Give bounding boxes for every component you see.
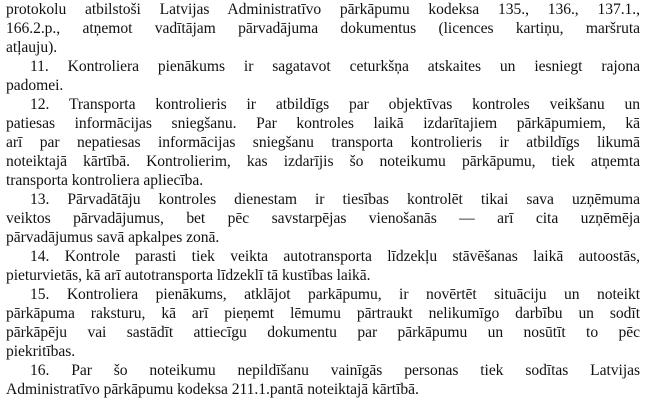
paragraph-13-line-3: pārvadājumus savā apkalpes zonā. <box>6 229 220 246</box>
paragraph-16-line-2: Administratīvo pārkāpumu kodeksa 211.1.pantā noteiktajā kārtībā. <box>6 381 419 398</box>
paragraph-12-line-3: arī par nepatiesas informācijas sniegšanu transporta kontrolieris ir atbildīgs likumā <box>6 134 640 151</box>
paragraph-12-line-5: transporta kontroliera apliecība. <box>6 172 204 189</box>
paragraph-13-line-1: 13. Pārvadātāju kontroles dienestam ir tiesības kontrolēt tikai sava uzņēmuma <box>30 191 640 208</box>
paragraph-16-line-1: 16. Par šo noteikumu nepildīšanu vainīgās personas tiek sodītas Latvijas <box>30 362 640 379</box>
paragraph-14-line-2: pieturvietās, kā arī autotransporta līdzeklī tā kustības laikā. <box>6 267 371 284</box>
paragraph-15-line-2: pārkāpuma raksturu, kā arī pieņemt lēmumu pārtraukt nelikumīgo darbību un sodīt <box>6 305 640 322</box>
text-line-1: protokolu atbilstoši Latvijas Administratīvo pārkāpumu kodeksa 135., 136., 137.1., <box>6 1 640 18</box>
paragraph-12-line-4: noteiktajā kārtībā. Kontrolierim, kas izdarījis šo noteikumu pārkāpumu, tiek atņemta <box>6 153 640 170</box>
paragraph-15-line-4: piekritības. <box>6 343 76 360</box>
paragraph-11-line-2: padomei. <box>6 77 64 94</box>
paragraph-13-line-2: veiktos pārvadājumus, bet pēc savstarpējas vienošanās — arī cita uzņēmēja <box>6 210 640 227</box>
paragraph-15-line-3: pārkāpēju vai sastādīt attiecīgu dokumentu par pārkāpumu un nosūtīt to pēc <box>6 324 640 341</box>
paragraph-12-line-1: 12. Transporta kontrolieris ir atbildīgs par objektīvas kontroles veikšanu un <box>30 96 640 113</box>
paragraph-15-line-1: 15. Kontroliera pienākums, atklājot parkāpumu, ir novērtēt situāciju un noteikt <box>30 286 640 303</box>
paragraph-14-line-1: 14. Kontrole parasti tiek veikta autotransporta līdzekļu stāvēšanas laikā autoostās, <box>30 248 640 265</box>
paragraph-11-line-1: 11. Kontroliera pienākums ir sagatavot ceturkšņa atskaites un iesniegt rajona <box>30 58 640 75</box>
text-line-3: atļauju). <box>6 39 58 56</box>
paragraph-12-line-2: patiesas informācijas sniegšanu. Par kontroles laikā izdarītajiem pārkāpumiem, kā <box>6 115 640 132</box>
text-line-2: 166.2.p., atņemot vadītājam pārvadājuma dokumentus (licences kartiņu, maršruta <box>6 20 640 37</box>
